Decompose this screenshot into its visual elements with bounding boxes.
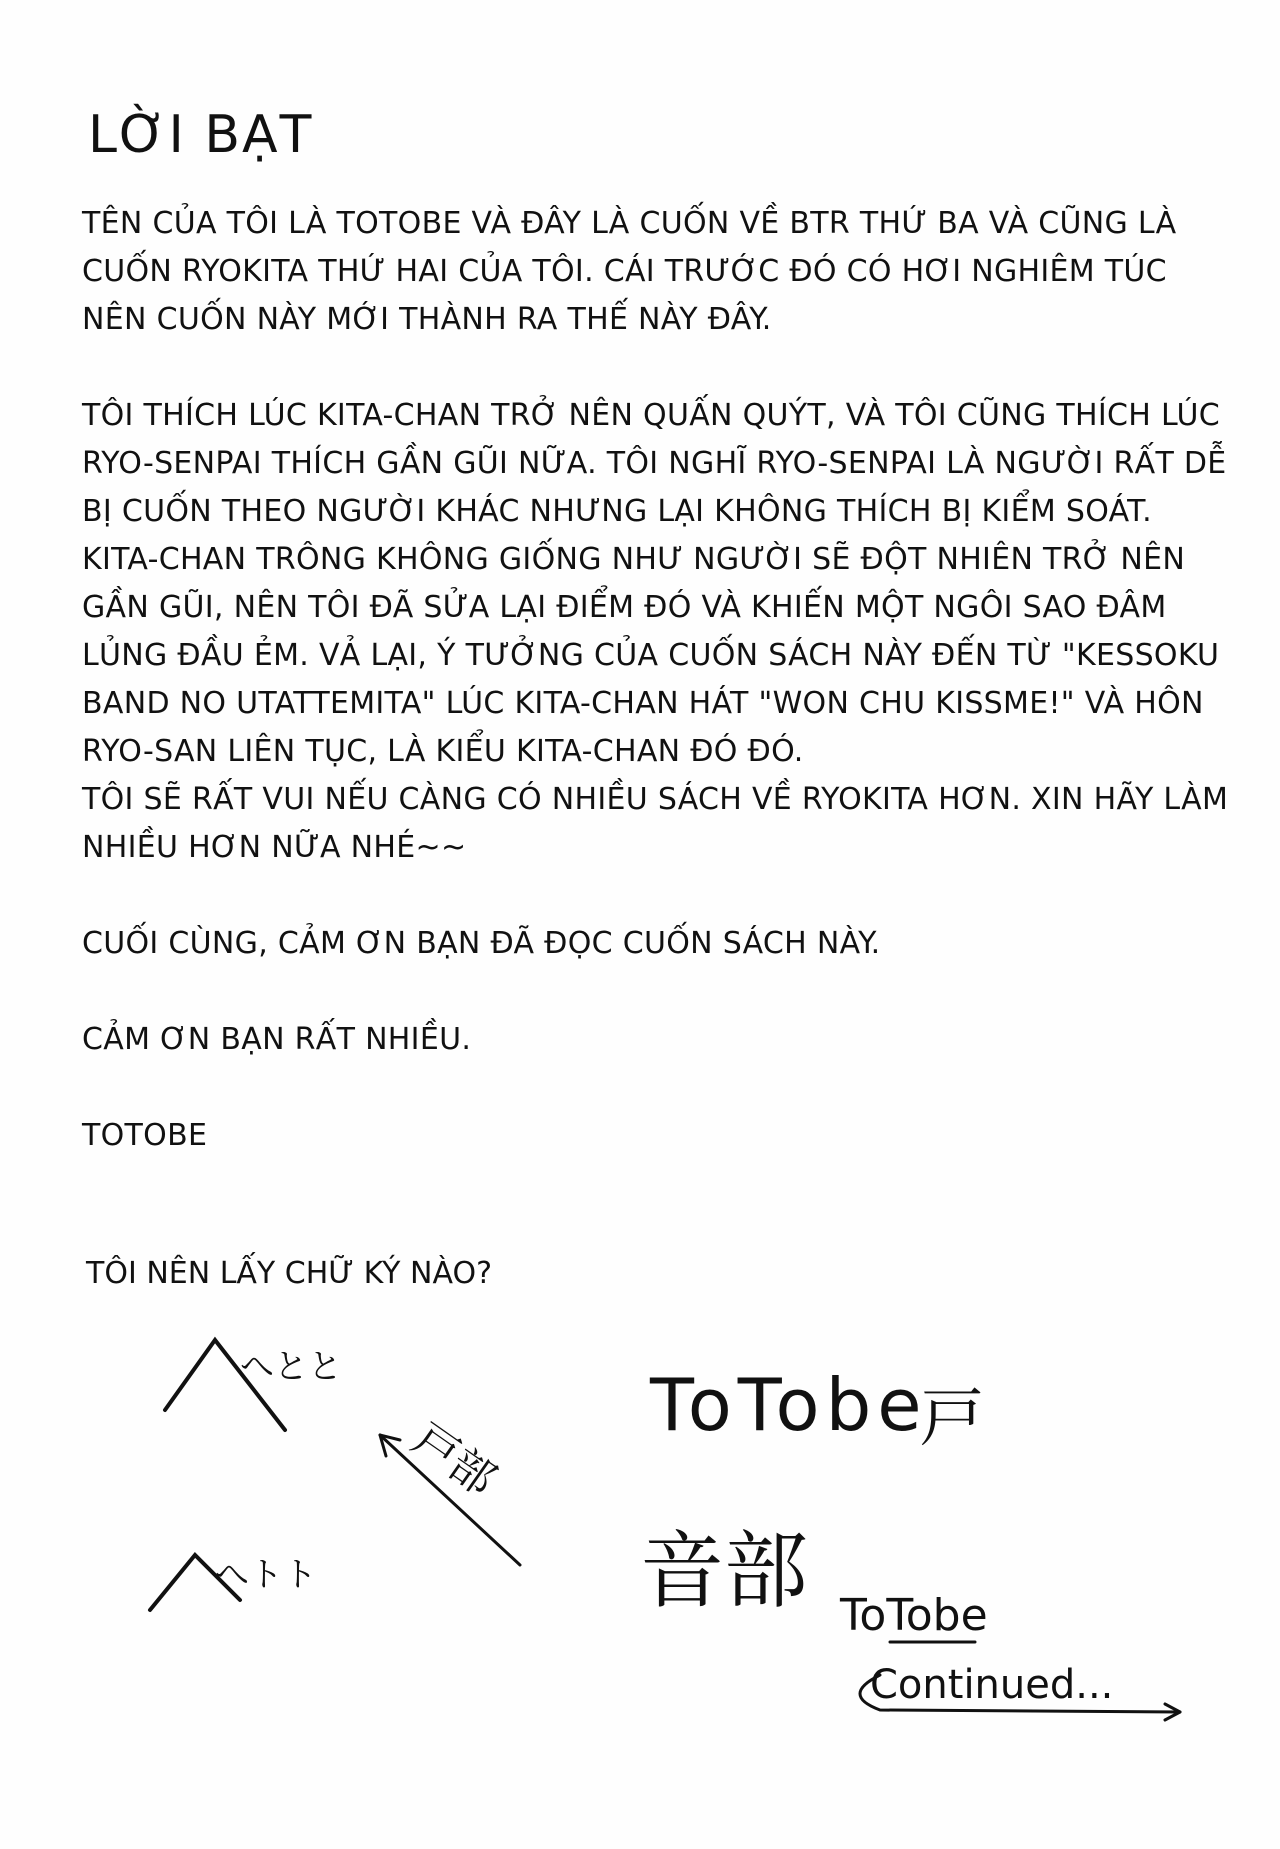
afterword-body [82, 200, 1232, 1160]
signature-latin-small: ToTobe [840, 1590, 988, 1641]
signature-hiragana-2: へトト [215, 1555, 317, 1595]
continued-text: Continued... [870, 1662, 1114, 1708]
paragraph-thanks-reading: CUỐI CÙNG, CẢM ƠN BẠN ĐÃ ĐỌC CUỐN SÁCH NÀY. [82, 926, 881, 961]
paragraph-main: TÔI THÍCH LÚC KITA-CHAN TRỞ NÊN QUẤN QUÝT, VÀ TÔI CŨNG THÍCH LÚC RYO-SENPAI THÍCH GẦN GŨI NỮA. TÔI NGHĨ RYO-SENPAI LÀ NGƯỜI RẤT DỄ BỊ CUỐN THEO NGƯỜI KHÁC NHƯNG LẠI KHÔNG THÍCH BỊ KIỂM SOÁT. KITA-CHAN TRÔNG KHÔNG GIỐNG NHƯ NGƯỜI SẼ ĐỘT NHIÊN TRỞ NÊN GẦN GŨI, NÊN TÔI ĐÃ SỬA LẠI ĐIỂM ĐÓ VÀ KHIẾN MỘT NGÔI SAO ĐÂM LỦNG ĐẦU ẺM. VẢ LẠI, Ý TƯỞNG CỦA CUỐN SÁCH NÀY ĐẾN TỪ "KESSOKU BAND NO UTATTEMITA" LÚC KITA-CHAN HÁT "WON CHU KISSME!" VÀ HÔN RYO-SAN LIÊN TỤC, LÀ KIỂU KITA-CHAN ĐÓ ĐÓ. [82, 398, 1227, 769]
signature-hiragana-1: へとと [240, 1347, 342, 1387]
signature-kanji-large: 音部 [640, 1522, 809, 1620]
signature-sketches [0, 1280, 1280, 1849]
signature-question: TÔI NÊN LẤY CHỮ KÝ NÀO? [86, 1256, 493, 1291]
signature-latin-large: ToTobe [650, 1363, 928, 1447]
paragraph-thanks: CẢM ƠN BẠN RẤT NHIỀU. [82, 1022, 472, 1057]
paragraph-wish: TÔI SẼ RẤT VUI NẾU CÀNG CÓ NHIỀU SÁCH VỀ RYOKITA HƠN. XIN HÃY LÀM NHIỀU HƠN NỮA NHÉ~~ [82, 782, 1229, 865]
paragraph-intro: TÊN CỦA TÔI LÀ TOTOBE VÀ ĐÂY LÀ CUỐN VỀ BTR THỨ BA VÀ CŨNG LÀ CUỐN RYOKITA THỨ HAI CỦA TÔI. CÁI TRƯỚC ĐÓ CÓ HƠI NGHIÊM TÚC NÊN CUỐN NÀY MỚI THÀNH RA THẾ NÀY ĐÂY. [82, 206, 1177, 337]
author-signoff: TOTOBE [82, 1118, 208, 1153]
page-title: LỜI BẠT [88, 105, 314, 165]
signature-kanji-top: 戸 [920, 1382, 984, 1456]
signature-kanji-diagonal: 戸部 [403, 1413, 505, 1506]
